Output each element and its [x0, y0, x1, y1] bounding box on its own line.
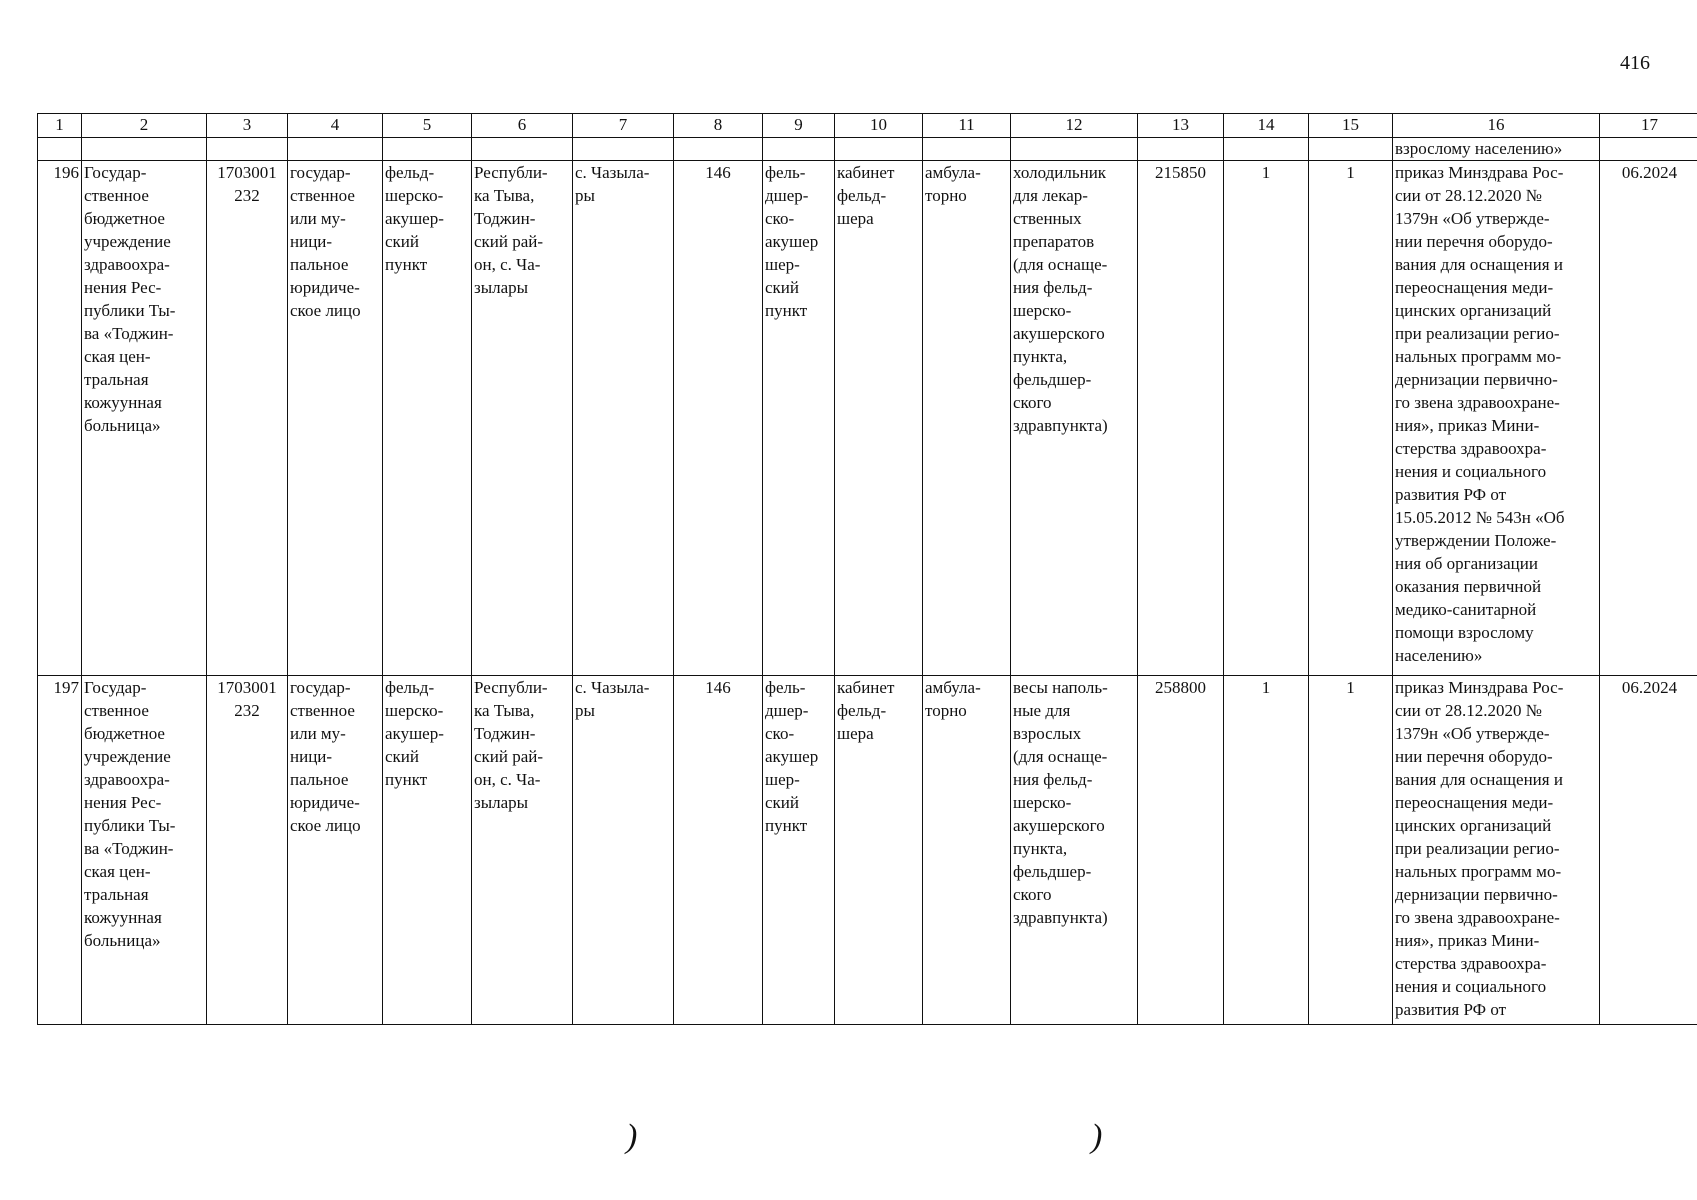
column-header: 10 — [835, 114, 923, 138]
address: Республи- ка Тыва, Тоджин- ский рай- он, с. Ча- зылары — [472, 676, 573, 1025]
table-cell — [207, 138, 288, 161]
population: 146 — [674, 676, 763, 1025]
table-cell — [573, 138, 674, 161]
table-cell — [1138, 138, 1224, 161]
table-cell — [763, 138, 835, 161]
column-header: 17 — [1600, 114, 1697, 138]
column-header: 13 — [1138, 114, 1224, 138]
column-header: 9 — [763, 114, 835, 138]
population: 146 — [674, 161, 763, 676]
column-header: 4 — [288, 114, 383, 138]
scan-mark: ) — [626, 1118, 638, 1155]
table-cell — [288, 138, 383, 161]
scan-mark: ) — [1091, 1118, 1103, 1155]
row-number: 197 — [38, 676, 82, 1025]
room: кабинет фельд- шера — [835, 161, 923, 676]
quantity: 1 — [1224, 161, 1309, 676]
column-header: 12 — [1011, 114, 1138, 138]
room: кабинет фельд- шера — [835, 676, 923, 1025]
column-header: 2 — [82, 114, 207, 138]
quantity: 1 — [1224, 676, 1309, 1025]
unit-type: фельд- шерско- акушер- ский пункт — [383, 676, 472, 1025]
column-header: 7 — [573, 114, 674, 138]
cost: 215850 — [1138, 161, 1224, 676]
table-cell — [38, 138, 82, 161]
quantity: 1 — [1309, 676, 1393, 1025]
table-row — [38, 676, 1697, 1025]
table-cell — [835, 138, 923, 161]
care-form: амбула- торно — [923, 676, 1011, 1025]
table-row — [38, 161, 1697, 676]
organization-name: Государ- ственное бюджетное учреждение здравоохра- нения Рес- публики Ты- ва «Тоджин- ская цен- тральная кожуунная больница» — [82, 161, 207, 676]
unit: фель- дшер- ско- акушер шер- ский пункт — [763, 676, 835, 1025]
legal-basis: приказ Минздрава Рос- сии от 28.12.2020 № 1379н «Об утвержде- нии перечня оборудо- вания для оснащения и переоснащения меди- цинских организаций при реализации регио- нальных программ мо- дернизации первично- го звена здравоохране- ния», приказ Мини- стерства здравоохра- нения и социального развития РФ от 15.05.2012 № 543н «Об утверждении Положе- ния об организации оказания первичной медико-санитарной помощи взрослому населению» — [1393, 161, 1600, 676]
unit: фель- дшер- ско- акушер шер- ский пункт — [763, 161, 835, 676]
column-number-row — [38, 114, 1697, 138]
table-cell — [923, 138, 1011, 161]
column-header: 6 — [472, 114, 573, 138]
table-cell — [1224, 138, 1309, 161]
legal-basis: приказ Минздрава Рос- сии от 28.12.2020 № 1379н «Об утвержде- нии перечня оборудо- вания для оснащения и переоснащения меди- цинских организаций при реализации регио- нальных программ мо- дернизации первично- го звена здравоохране- ния», приказ Мини- стерства здравоохра- нения и социального развития РФ от — [1393, 676, 1600, 1025]
organization-code: 1703001 232 — [207, 676, 288, 1025]
quantity: 1 — [1309, 161, 1393, 676]
unit-type: фельд- шерско- акушер- ский пункт — [383, 161, 472, 676]
legal-form: государ- ственное или му- ници- пальное юридиче- ское лицо — [288, 676, 383, 1025]
settlement: с. Чазыла- ры — [573, 161, 674, 676]
legal-form: государ- ственное или му- ници- пальное юридиче- ское лицо — [288, 161, 383, 676]
column-header: 3 — [207, 114, 288, 138]
settlement: с. Чазыла- ры — [573, 676, 674, 1025]
care-form: амбула- торно — [923, 161, 1011, 676]
document-table — [37, 113, 1697, 1025]
table-cell — [472, 138, 573, 161]
table-cell — [383, 138, 472, 161]
column-header: 14 — [1224, 114, 1309, 138]
date: 06.2024 — [1600, 676, 1697, 1025]
column-header: 15 — [1309, 114, 1393, 138]
column-header: 5 — [383, 114, 472, 138]
column-header: 16 — [1393, 114, 1600, 138]
organization-name: Государ- ственное бюджетное учреждение здравоохра- нения Рес- публики Ты- ва «Тоджин- ская цен- тральная кожуунная больница» — [82, 676, 207, 1025]
date: 06.2024 — [1600, 161, 1697, 676]
table-cell — [82, 138, 207, 161]
organization-code: 1703001 232 — [207, 161, 288, 676]
table-cell — [1309, 138, 1393, 161]
row-number: 196 — [38, 161, 82, 676]
column-header: 11 — [923, 114, 1011, 138]
equipment: весы наполь- ные для взрослых (для оснаще- ния фельд- шерско- акушерского пункта, фельдшер- ского здравпункта) — [1011, 676, 1138, 1025]
column-header: 1 — [38, 114, 82, 138]
table-cell — [1600, 138, 1697, 161]
column-header: 8 — [674, 114, 763, 138]
table-cell — [1011, 138, 1138, 161]
continuation-text: взрослому населению» — [1393, 138, 1600, 161]
address: Республи- ка Тыва, Тоджин- ский рай- он, с. Ча- зылары — [472, 161, 573, 676]
table-cell — [674, 138, 763, 161]
continuation-row — [38, 138, 1697, 161]
page-number: 416 — [1620, 52, 1650, 74]
cost: 258800 — [1138, 676, 1224, 1025]
equipment: холодильник для лекар- ственных препаратов (для оснаще- ния фельд- шерско- акушерского пункта, фельдшер- ского здравпункта) — [1011, 161, 1138, 676]
